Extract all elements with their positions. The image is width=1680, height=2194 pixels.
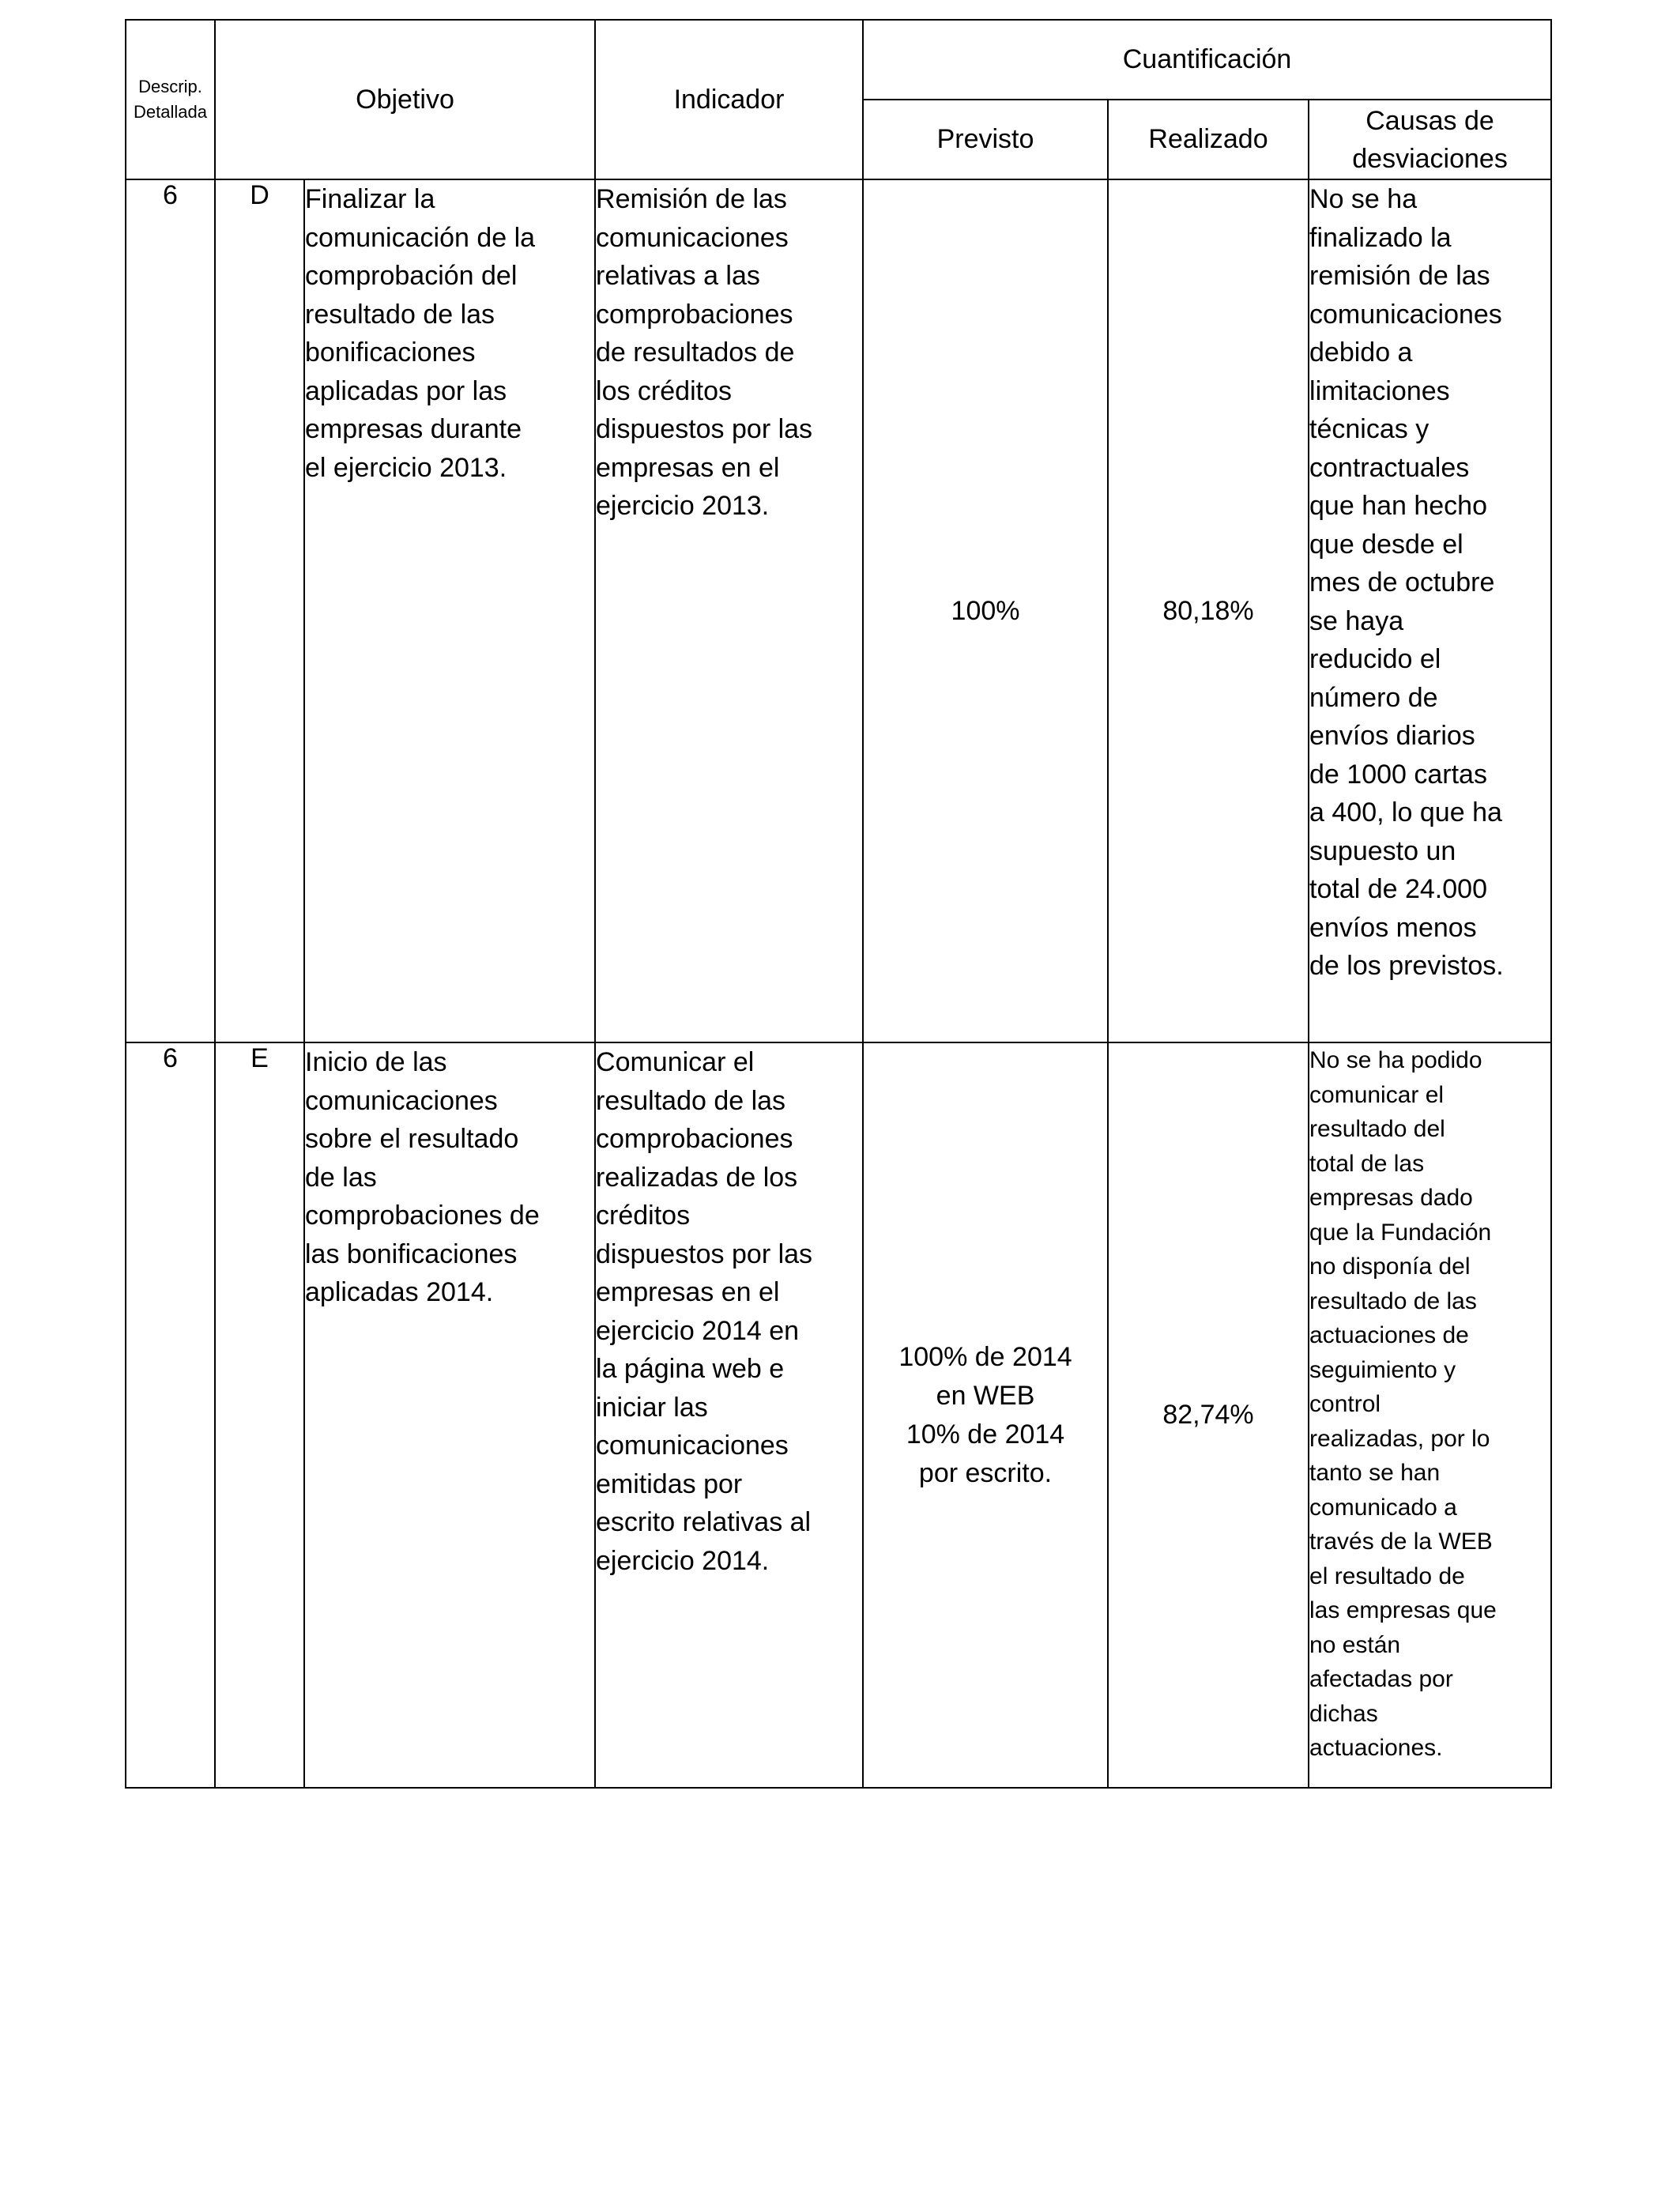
- text-line: empresas dado: [1309, 1185, 1473, 1211]
- row-number: 6: [126, 1042, 215, 1788]
- text-line: por escrito.: [918, 1457, 1053, 1488]
- objetivo-cell: [304, 179, 595, 1042]
- text-line: comunicación de la: [305, 222, 536, 253]
- objetivo-cell: [304, 1042, 595, 1788]
- text-line: comunicaciones: [305, 1085, 498, 1116]
- text-line: que la Fundación: [1309, 1219, 1492, 1246]
- text-line: Inicio de las: [305, 1047, 447, 1077]
- row-number: 6: [126, 179, 215, 1042]
- row-letter: E: [215, 1042, 304, 1788]
- header-objetivo: Objetivo: [215, 20, 595, 179]
- text-line: en WEB: [936, 1380, 1035, 1411]
- text-line: actuaciones de: [1309, 1322, 1469, 1348]
- text-line: se haya: [1309, 605, 1404, 636]
- text-line: comprobaciones de: [305, 1201, 540, 1231]
- text-line: través de la WEB: [1309, 1529, 1493, 1555]
- text-line: iniciar las: [596, 1392, 708, 1423]
- text-line: el resultado de: [1309, 1563, 1465, 1589]
- text-line: mes de octubre: [1309, 567, 1495, 598]
- causas-cell: [1309, 179, 1551, 1042]
- text-line: número de: [1309, 682, 1438, 713]
- header-previsto: Previsto: [863, 100, 1108, 179]
- text-line: contractuales: [1309, 452, 1470, 483]
- text-line: no disponía del: [1309, 1253, 1471, 1280]
- text-line: Finalizar la: [305, 184, 435, 214]
- text-line: bonificaciones: [305, 337, 476, 368]
- text-line: empresas en el: [596, 1277, 780, 1307]
- text-line: resultado de las: [1309, 1287, 1477, 1314]
- text-line: comprobación del: [305, 261, 518, 291]
- header-descrip: Descrip.: [138, 77, 202, 96]
- text-line: comprobaciones: [596, 299, 793, 330]
- previsto-cell: [863, 1042, 1108, 1788]
- header-causas-line2: desviaciones: [1352, 143, 1508, 174]
- text-line: emitidas por: [596, 1468, 743, 1499]
- text-line: limitaciones: [1309, 375, 1450, 406]
- text-line: que han hecho: [1309, 491, 1487, 521]
- text-line: el ejercicio 2013.: [305, 452, 507, 483]
- text-line: dispuestos por las: [596, 1238, 813, 1269]
- text-line: técnicas y: [1309, 414, 1430, 444]
- text-line: dichas: [1309, 1700, 1378, 1727]
- text-line: No se ha: [1309, 184, 1418, 214]
- text-line: control: [1309, 1391, 1381, 1417]
- text-line: empresas durante: [305, 414, 522, 444]
- text-line: empresas en el: [596, 452, 780, 483]
- text-line: aplicadas por las: [305, 375, 507, 406]
- text-line: de los previstos.: [1309, 951, 1504, 981]
- causas-cell: [1309, 1042, 1551, 1788]
- text-line: 10% de 2014: [906, 1419, 1065, 1449]
- text-line: dispuestos por las: [596, 414, 813, 444]
- text-line: de resultados de: [596, 337, 795, 368]
- text-line: total de 24.000: [1309, 874, 1487, 904]
- text-line: comunicaciones: [596, 222, 789, 253]
- header-cuantificacion: Cuantificación: [863, 20, 1551, 100]
- text-line: comunicaciones: [596, 1431, 789, 1461]
- row-letter: D: [215, 179, 304, 1042]
- text-line: comunicado a: [1309, 1494, 1457, 1521]
- text-line: total de las: [1309, 1150, 1425, 1177]
- text-line: comunicaciones: [1309, 299, 1502, 330]
- text-line: a 400, lo que ha: [1309, 797, 1502, 827]
- text-line: envíos diarios: [1309, 721, 1475, 751]
- text-line: resultado del: [1309, 1116, 1445, 1142]
- table-row: [126, 1042, 1551, 1788]
- indicador-cell: [595, 179, 863, 1042]
- header-descrip-detallada: [126, 20, 215, 179]
- text-line: comprobaciones: [596, 1124, 793, 1154]
- deviation-table: [125, 19, 1552, 1789]
- text-line: sobre el resultado: [305, 1124, 519, 1154]
- text-line: Remisión de las: [596, 184, 787, 214]
- text-line: ejercicio 2013.: [596, 491, 770, 521]
- text-line: envíos menos: [1309, 912, 1477, 943]
- text-line: finalizado la: [1309, 222, 1452, 253]
- text-line: aplicadas 2014.: [305, 1277, 494, 1307]
- text-line: que desde el: [1309, 529, 1463, 560]
- text-line: las bonificaciones: [305, 1238, 518, 1269]
- header-indicador: Indicador: [595, 20, 863, 179]
- realizado-cell: 82,74%: [1108, 1042, 1309, 1788]
- text-line: supuesto un: [1309, 835, 1456, 866]
- text-line: de 1000 cartas: [1309, 759, 1487, 790]
- text-line: relativas a las: [596, 261, 760, 291]
- text-line: No se ha podido: [1309, 1047, 1482, 1073]
- text-line: los créditos: [596, 375, 732, 406]
- header-causas: [1309, 100, 1551, 179]
- text-line: actuaciones.: [1309, 1735, 1443, 1761]
- text-line: debido a: [1309, 337, 1413, 368]
- text-line: no están: [1309, 1631, 1401, 1658]
- text-line: de las: [305, 1162, 377, 1193]
- text-line: las empresas que: [1309, 1597, 1497, 1623]
- text-line: remisión de las: [1309, 261, 1490, 291]
- text-line: resultado de las: [305, 299, 495, 330]
- text-line: comunicar el: [1309, 1081, 1445, 1108]
- header-causas-line1: Causas de: [1365, 105, 1494, 136]
- text-line: realizadas de los: [596, 1162, 798, 1193]
- text-line: tanto se han: [1309, 1460, 1441, 1486]
- text-line: ejercicio 2014.: [596, 1545, 770, 1576]
- previsto-cell: [863, 179, 1108, 1042]
- text-line: 100%: [951, 595, 1020, 626]
- text-line: la página web e: [596, 1354, 785, 1384]
- text-line: créditos: [596, 1201, 691, 1231]
- header-detallada: Detallada: [134, 102, 207, 122]
- text-line: seguimiento y: [1309, 1356, 1456, 1383]
- text-line: reducido el: [1309, 644, 1441, 674]
- realizado-cell: 80,18%: [1108, 179, 1309, 1042]
- indicador-cell: [595, 1042, 863, 1788]
- text-line: Comunicar el: [596, 1047, 755, 1077]
- text-line: escrito relativas al: [596, 1507, 812, 1537]
- text-line: realizadas, por lo: [1309, 1425, 1490, 1452]
- text-line: ejercicio 2014 en: [596, 1315, 800, 1346]
- text-line: 100% de 2014: [898, 1341, 1072, 1372]
- text-line: afectadas por: [1309, 1666, 1453, 1692]
- table-row: [126, 179, 1551, 1042]
- text-line: resultado de las: [596, 1085, 786, 1116]
- header-realizado: Realizado: [1108, 100, 1309, 179]
